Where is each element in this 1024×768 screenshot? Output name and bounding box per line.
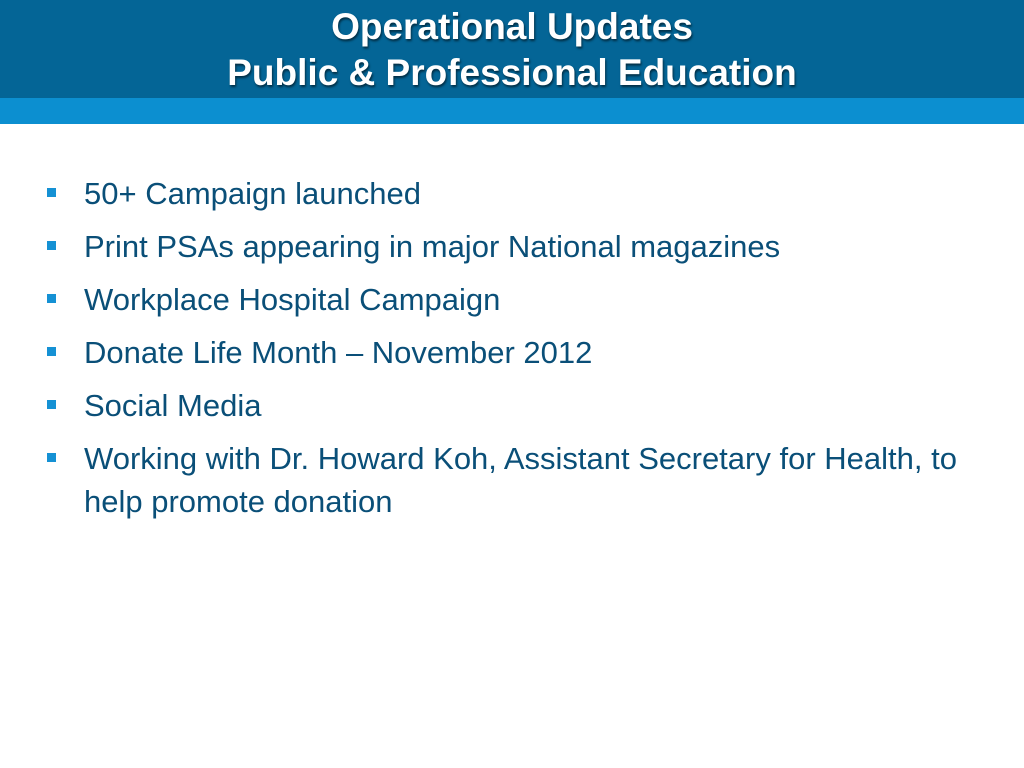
title-banner: [0, 0, 1024, 124]
square-bullet-icon: [47, 347, 56, 356]
title-banner-stripe: [0, 98, 1024, 124]
bullet-text: 50+ Campaign launched: [84, 176, 421, 211]
bullet-item: [44, 331, 994, 374]
bullet-item: [44, 278, 994, 321]
bullet-item: [44, 437, 994, 523]
square-bullet-icon: [47, 294, 56, 303]
square-bullet-icon: [47, 188, 56, 197]
square-bullet-icon: [47, 400, 56, 409]
slide-title: [0, 4, 1024, 96]
bullet-item: [44, 225, 994, 268]
bullet-item: [44, 384, 994, 427]
bullet-text: Working with Dr. Howard Koh, Assistant Secretary for Health, to help promote donation: [84, 441, 957, 519]
square-bullet-icon: [47, 241, 56, 250]
bullet-text: Social Media: [84, 388, 262, 423]
bullet-item: [44, 172, 994, 215]
bullet-text: Workplace Hospital Campaign: [84, 282, 501, 317]
bullet-text: Donate Life Month – November 2012: [84, 335, 593, 370]
bullet-list: [44, 172, 994, 533]
slide-title-line-1: Operational Updates: [331, 6, 693, 47]
square-bullet-icon: [47, 453, 56, 462]
slide-title-line-2: Public & Professional Education: [227, 52, 797, 93]
bullet-text: Print PSAs appearing in major National magazines: [84, 229, 781, 264]
